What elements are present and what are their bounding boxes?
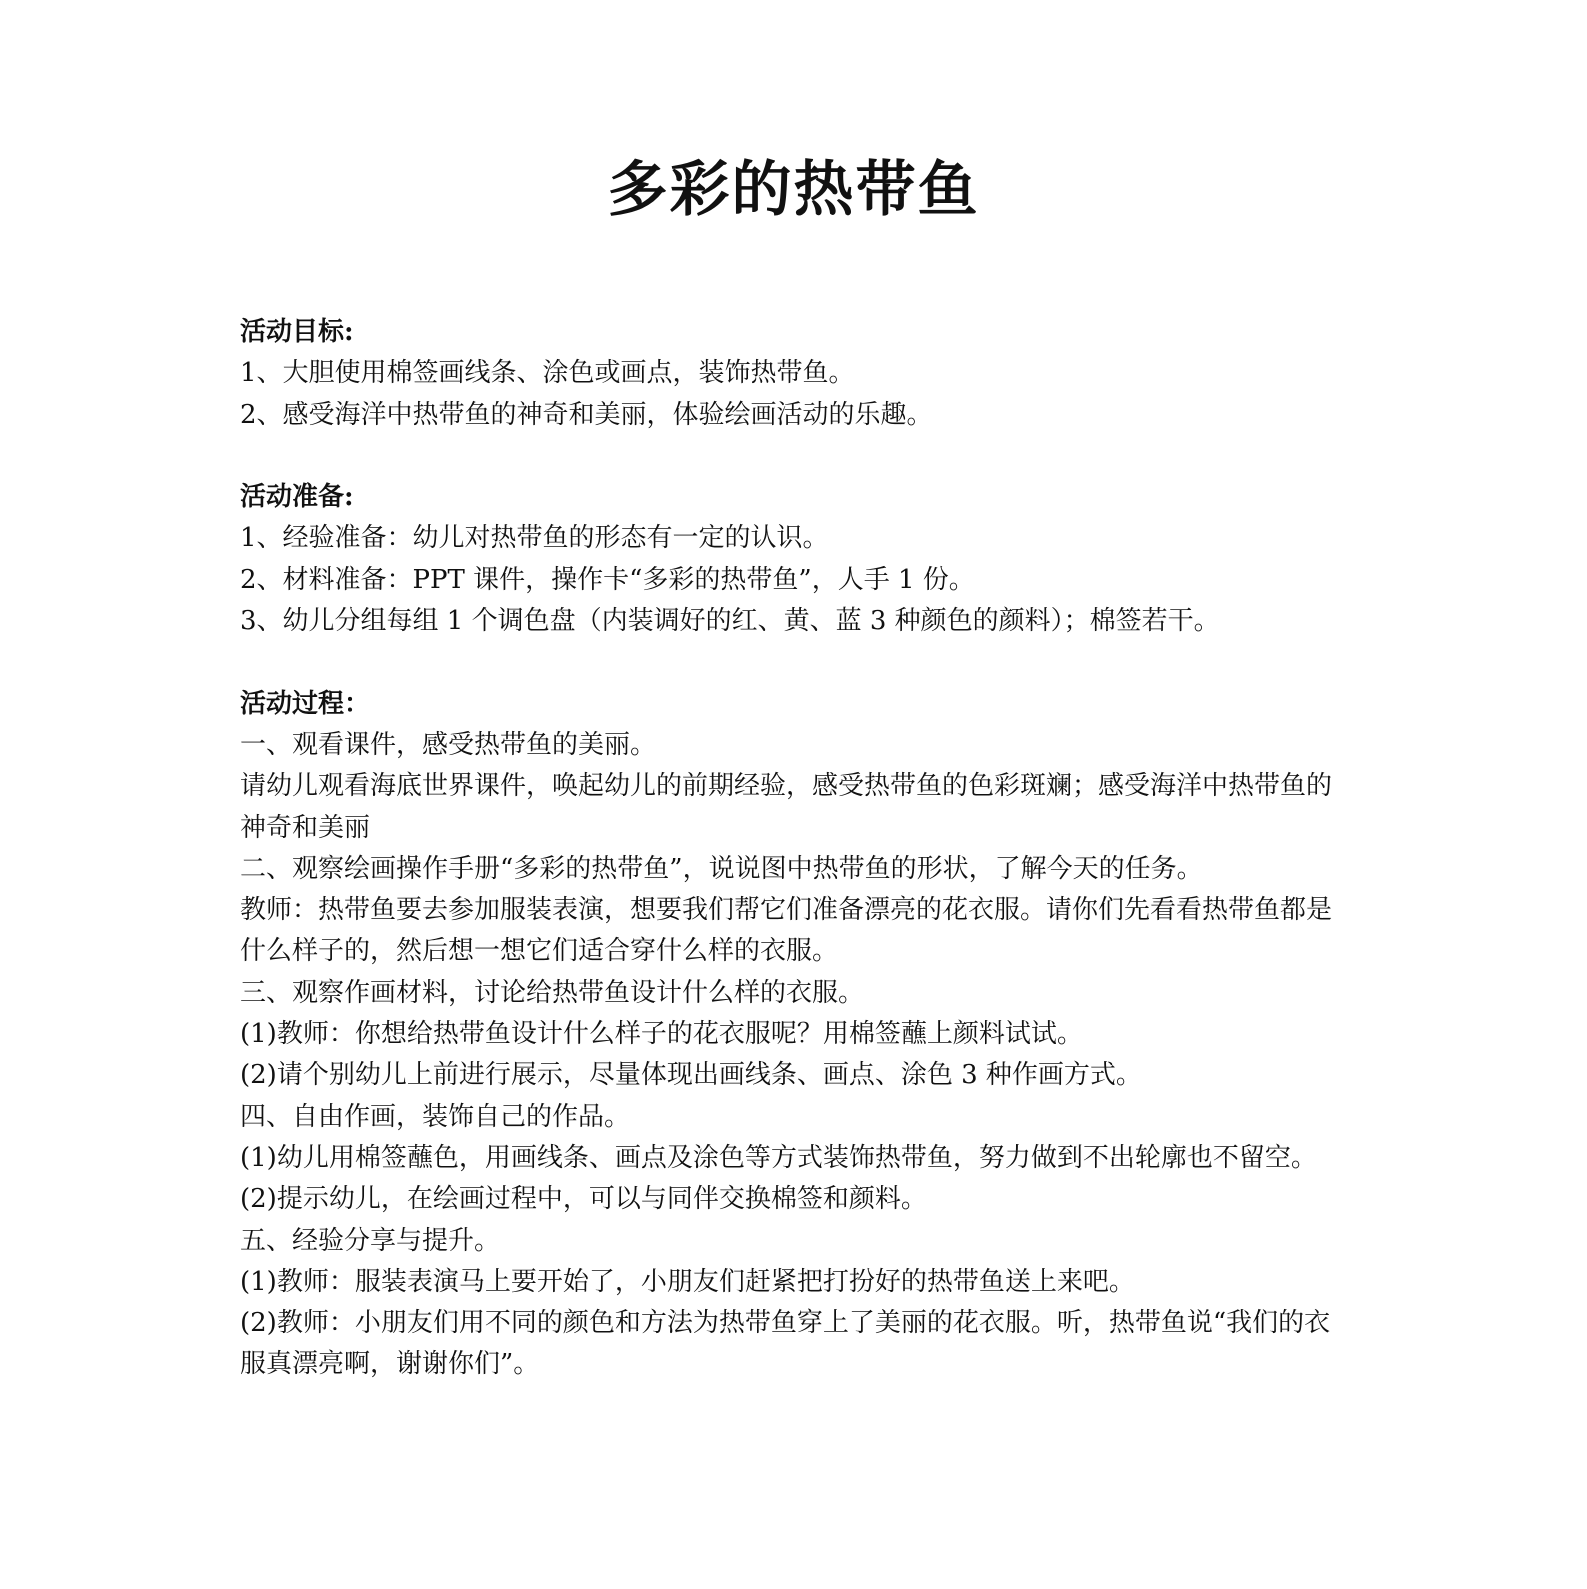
section-spacer bbox=[240, 436, 1340, 477]
section-heading-preparation: 活动准备: bbox=[240, 482, 354, 513]
process-step-heading: 三、观察作画材料，讨论给热带鱼设计什么样的衣服。 bbox=[240, 977, 865, 1008]
process-step-heading: 四、自由作画，装饰自己的作品。 bbox=[240, 1101, 631, 1132]
section-preparation bbox=[240, 477, 1340, 642]
process-substep: (2)请个别幼儿上前进行展示，尽量体现出画线条、画点、涂色 3 种作画方式。 bbox=[240, 1060, 1142, 1091]
section-spacer bbox=[240, 642, 1340, 683]
goal-item: 2、感受海洋中热带鱼的神奇和美丽，体验绘画活动的乐趣。 bbox=[240, 399, 933, 430]
process-substep: (2)教师：小朋友们用不同的颜色和方法为热带鱼穿上了美丽的花衣服。听，热带鱼说“我们的衣服真漂亮啊，谢谢你们”。 bbox=[240, 1308, 1331, 1380]
process-substep: (2)提示幼儿，在绘画过程中，可以与同伴交换棉签和颜料。 bbox=[240, 1184, 927, 1215]
section-process bbox=[240, 684, 1340, 1386]
goal-item: 1、大胆使用棉签画线条、涂色或画点，装饰热带鱼。 bbox=[240, 358, 855, 389]
process-step-heading: 五、经验分享与提升。 bbox=[240, 1225, 501, 1256]
process-substep: (1)幼儿用棉签蘸色，用画线条、画点及涂色等方式装饰热带鱼，努力做到不出轮廓也不留空。 bbox=[240, 1142, 1317, 1173]
process-step-heading: 二、观察绘画操作手册“多彩的热带鱼”，说说图中热带鱼的形状，了解今天的任务。 bbox=[240, 853, 1203, 884]
preparation-item: 1、经验准备：幼儿对热带鱼的形态有一定的认识。 bbox=[240, 523, 829, 554]
section-heading-process: 活动过程： bbox=[240, 688, 371, 719]
process-paragraph: 请幼儿观看海底世界课件，唤起幼儿的前期经验，感受热带鱼的色彩斑斓；感受海洋中热带鱼的神奇和美丽 bbox=[240, 771, 1333, 843]
process-paragraph: 教师：热带鱼要去参加服装表演，想要我们帮它们准备漂亮的花衣服。请你们先看看热带鱼都是什么样子的，然后想一想它们适合穿什么样的衣服。 bbox=[240, 895, 1333, 967]
preparation-item: 3、幼儿分组每组 1 个调色盘（内装调好的红、黄、蓝 3 种颜色的颜料）；棉签若干。 bbox=[240, 606, 1220, 637]
process-substep: (1)教师：服装表演马上要开始了，小朋友们赶紧把打扮好的热带鱼送上来吧。 bbox=[240, 1266, 1135, 1297]
process-step-heading: 一、观看课件，感受热带鱼的美丽。 bbox=[240, 729, 657, 760]
section-heading-goals: 活动目标: bbox=[240, 317, 354, 347]
process-substep: (1)教师：你想给热带鱼设计什么样子的花衣服呢？用棉签蘸上颜料试试。 bbox=[240, 1019, 1083, 1050]
preparation-item: 2、材料准备：PPT 课件，操作卡“多彩的热带鱼”，人手 1 份。 bbox=[240, 564, 975, 595]
document-title: 多彩的热带鱼 bbox=[607, 155, 980, 225]
document-body bbox=[240, 312, 1340, 1386]
section-goals bbox=[240, 312, 1340, 436]
